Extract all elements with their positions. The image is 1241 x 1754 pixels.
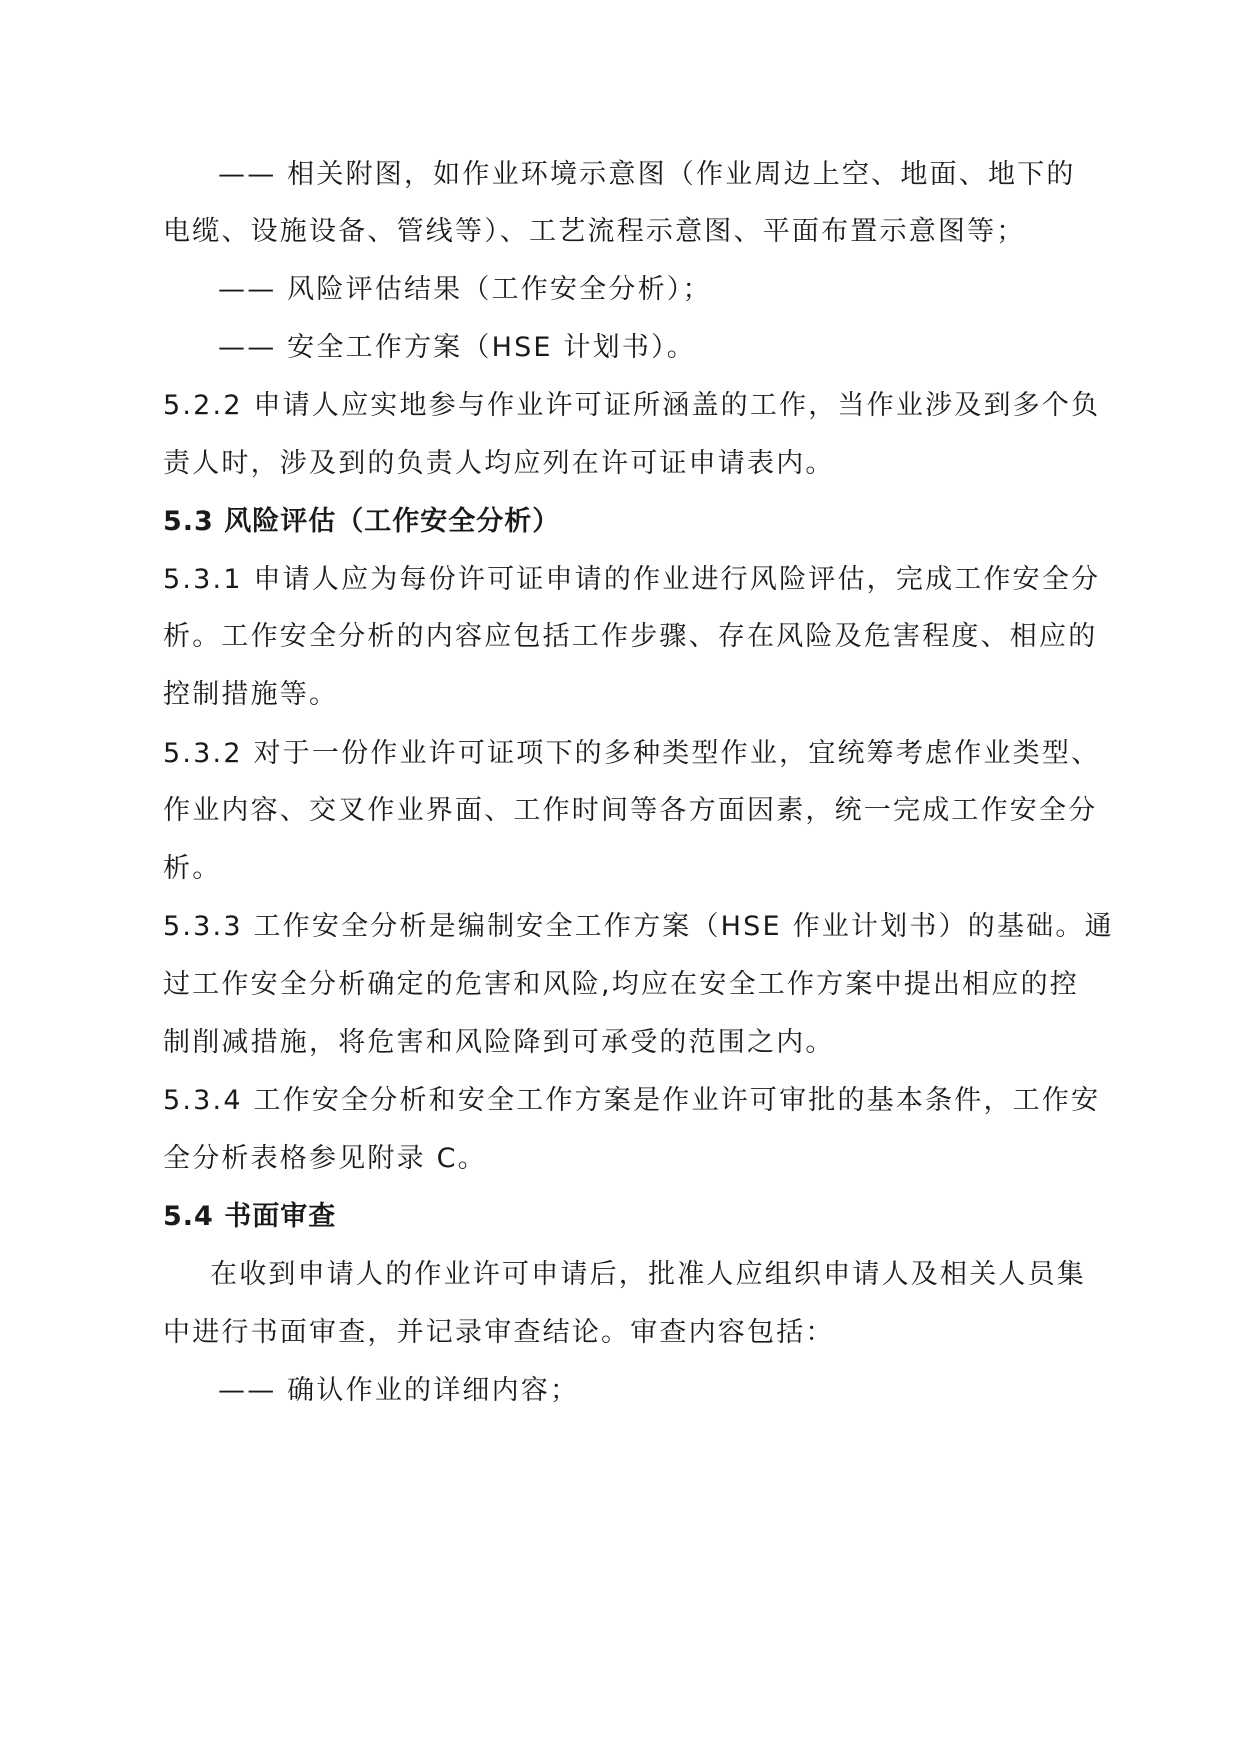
text-line: 作业内容、交叉作业界面、工作时间等各方面因素，统一完成工作安全分 xyxy=(163,795,1098,826)
clause-5-3-4: 5.3.4 工作安全分析和安全工作方案是作业许可审批的基本条件，工作安 xyxy=(163,1085,1101,1116)
text-line: 全分析表格参见附录 C。 xyxy=(163,1143,487,1174)
section-heading-5-4: 5.4 书面审查 xyxy=(163,1201,337,1232)
text-line: 过工作安全分析确定的危害和风险,均应在安全工作方案中提出相应的控 xyxy=(163,969,1079,1000)
text-line: 责人时，涉及到的负责人均应列在许可证申请表内。 xyxy=(163,448,835,479)
clause-5-3-1: 5.3.1 申请人应为每份许可证申请的作业进行风险评估，完成工作安全分 xyxy=(163,564,1101,595)
bullet-attachments: —— 相关附图，如作业环境示意图（作业周边上空、地面、地下的 xyxy=(218,159,1076,190)
bullet-safety-plan: —— 安全工作方案（HSE 计划书）。 xyxy=(218,332,696,363)
text-line: 电缆、设施设备、管线等）、工艺流程示意图、平面布置示意图等； xyxy=(163,216,1026,247)
paragraph-5-4: 在收到申请人的作业许可申请后，批准人应组织申请人及相关人员集 xyxy=(210,1259,1086,1290)
clause-5-3-2: 5.3.2 对于一份作业许可证项下的多种类型作业，宜统筹考虑作业类型、 xyxy=(163,738,1101,769)
text-line: 析。工作安全分析的内容应包括工作步骤、存在风险及危害程度、相应的 xyxy=(163,621,1098,652)
section-heading-5-3: 5.3 风险评估（工作安全分析） xyxy=(163,506,561,537)
clause-5-2-2: 5.2.2 申请人应实地参与作业许可证所涵盖的工作，当作业涉及到多个负 xyxy=(163,390,1101,421)
text-line: 制削减措施，将危害和风险降到可承受的范围之内。 xyxy=(163,1027,835,1058)
text-line: 析。 xyxy=(163,853,222,884)
text-line: 中进行书面审查，并记录审查结论。审查内容包括： xyxy=(163,1317,835,1348)
bullet-confirm-details: —— 确认作业的详细内容； xyxy=(218,1375,580,1406)
clause-5-3-3: 5.3.3 工作安全分析是编制安全工作方案（HSE 作业计划书）的基础。通 xyxy=(163,911,1114,942)
bullet-risk-result: —— 风险评估结果（工作安全分析）； xyxy=(218,274,712,305)
text-line: 控制措施等。 xyxy=(163,679,339,710)
